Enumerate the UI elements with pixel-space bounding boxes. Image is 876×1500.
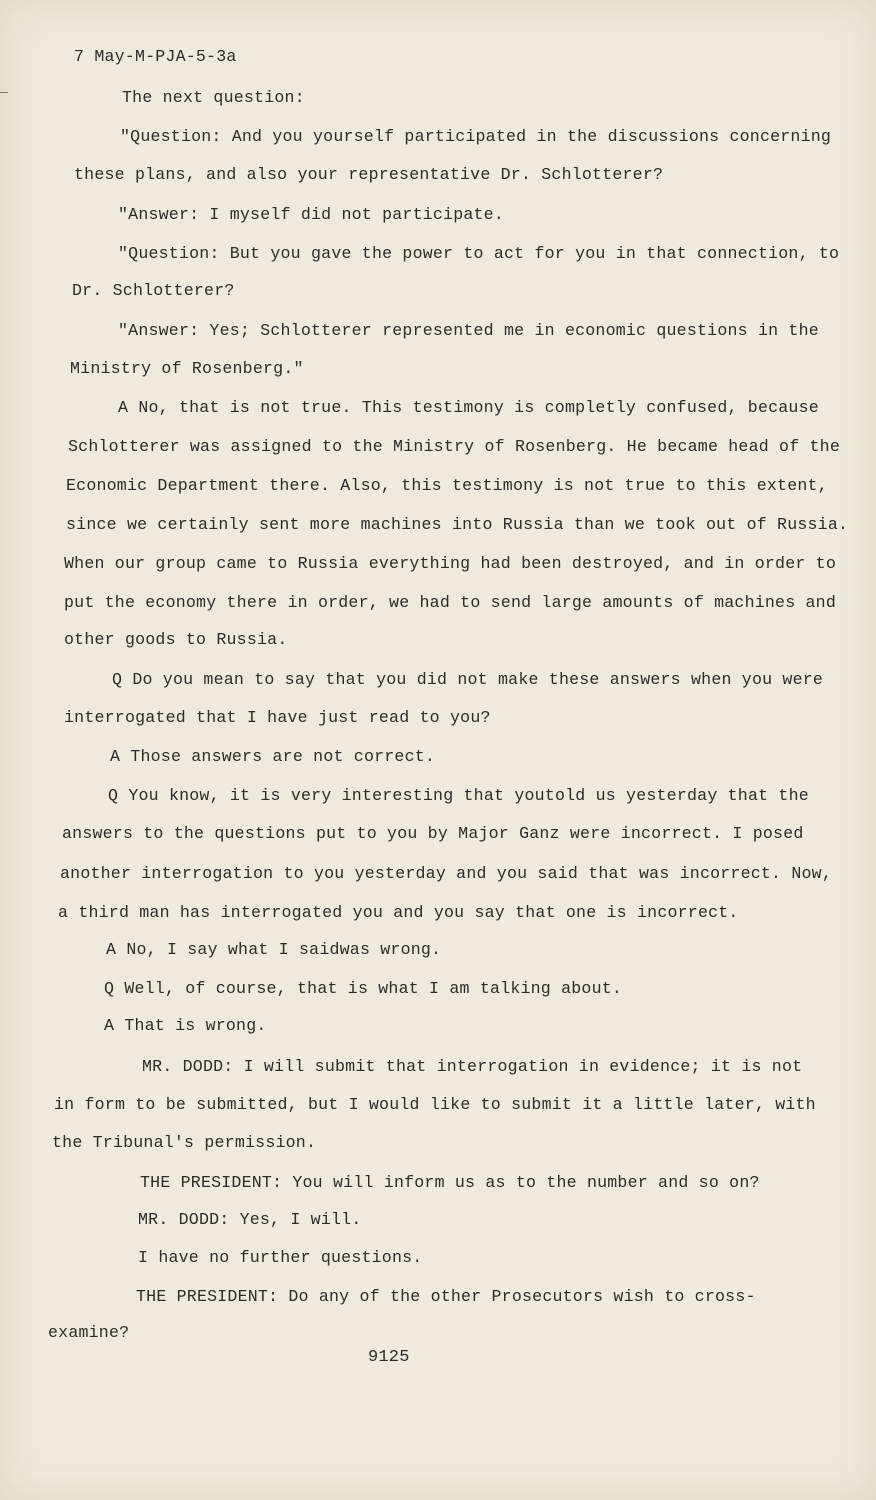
- text-line: another interrogation to you yesterday and you said that was incorrect. Now,: [60, 864, 832, 883]
- page-number: 9125: [368, 1348, 410, 1367]
- text-line: Schlotterer was assigned to the Ministry of Rosenberg. He became head of the: [68, 437, 840, 456]
- margin-mark: [0, 92, 8, 93]
- text-line: Dr. Schlotterer?: [72, 281, 235, 300]
- text-line: MR. DODD: Yes, I will.: [138, 1210, 362, 1229]
- text-line: A No, I say what I saidwas wrong.: [106, 940, 442, 959]
- text-line: When our group came to Russia everything had been destroyed, and in order to: [64, 554, 836, 573]
- text-line: A No, that is not true. This testimony is completly confused, because: [118, 398, 819, 417]
- text-line: "Answer: I myself did not participate.: [118, 205, 504, 224]
- text-line: examine?: [48, 1323, 130, 1342]
- text-line: Q Well, of course, that is what I am talking about.: [104, 979, 623, 998]
- text-line: THE PRESIDENT: Do any of the other Prosecutors wish to cross-: [136, 1287, 756, 1306]
- text-line: other goods to Russia.: [64, 630, 288, 649]
- text-line: The next question:: [122, 88, 305, 107]
- text-line: Economic Department there. Also, this testimony is not true to this extent,: [66, 476, 828, 495]
- text-line: put the economy there in order, we had to send large amounts of machines and: [64, 593, 836, 612]
- text-line: "Answer: Yes; Schlotterer represented me in economic questions in the: [118, 321, 819, 340]
- text-line: the Tribunal's permission.: [52, 1133, 317, 1152]
- text-line: A Those answers are not correct.: [110, 747, 436, 766]
- text-line: answers to the questions put to you by Major Ganz were incorrect. I posed: [62, 824, 804, 843]
- page-header: 7 May-M-PJA-5-3a: [74, 47, 237, 66]
- text-line: Q You know, it is very interesting that youtold us yesterday that the: [108, 786, 809, 805]
- text-line: since we certainly sent more machines into Russia than we took out of Russia.: [66, 515, 849, 534]
- text-line: "Question: And you yourself participated in the discussions concerning: [120, 127, 832, 146]
- text-line: interrogated that I have just read to you?: [64, 708, 491, 727]
- text-line: A That is wrong.: [104, 1016, 267, 1035]
- text-line: Ministry of Rosenberg.": [70, 359, 304, 378]
- text-line: a third man has interrogated you and you say that one is incorrect.: [58, 903, 739, 922]
- text-line: Q Do you mean to say that you did not make these answers when you were: [112, 670, 824, 689]
- text-line: THE PRESIDENT: You will inform us as to the number and so on?: [140, 1173, 760, 1192]
- text-line: I have no further questions.: [138, 1248, 423, 1267]
- text-line: MR. DODD: I will submit that interrogation in evidence; it is not: [142, 1057, 803, 1076]
- text-line: these plans, and also your representative Dr. Schlotterer?: [74, 165, 664, 184]
- text-line: "Question: But you gave the power to act for you in that connection, to: [118, 244, 840, 263]
- text-line: in form to be submitted, but I would like to submit it a little later, with: [54, 1095, 816, 1114]
